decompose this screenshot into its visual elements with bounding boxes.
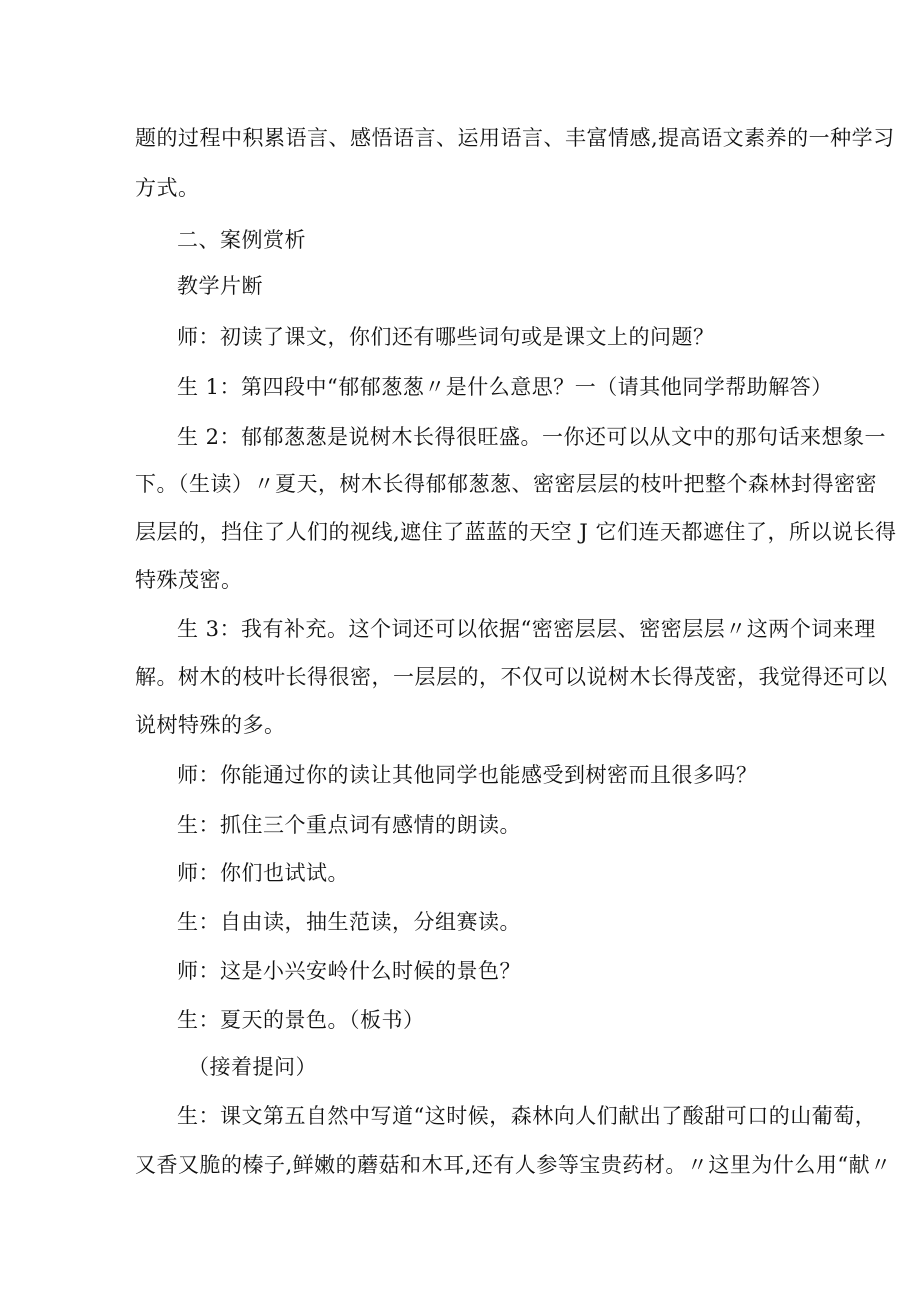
dialogue-line: 生：课文第五自然中写道“这时候，森林向人们献出了酸甜可口的山葡萄，	[177, 1104, 877, 1128]
dialogue-line: 生 3：我有补充。这个词还可以依据“密密层层、密密层层〃这两个词来理	[177, 617, 876, 641]
dialogue-line: 师：你们也试试。	[177, 861, 349, 885]
paragraph-line: 解。树木的枝叶长得很密，一层层的，不仅可以说树木长得茂密，我觉得还可以	[135, 665, 888, 689]
section-heading: 二、案例赏析	[177, 228, 306, 252]
paragraph-line: 层层的，挡住了人们的视线,遮住了蓝蓝的天空 J 它们连天都遮住了，所以说长得	[135, 520, 897, 544]
stage-direction: （接着提问）	[188, 1055, 317, 1079]
paragraph-line: 方式。	[135, 176, 200, 200]
dialogue-line: 生：自由读，抽生范读，分组赛读。	[177, 910, 521, 934]
dialogue-line: 生 1：第四段中“郁郁葱葱〃是什么意思？一（请其他同学帮助解答）	[177, 375, 833, 399]
dialogue-line: 生 2：郁郁葱葱是说树木长得很旺盛。一你还可以从文中的那句话来想象一	[177, 425, 887, 449]
dialogue-line: 师：初读了课文，你们还有哪些词句或是课文上的问题？	[177, 325, 715, 349]
dialogue-line: 生：抓住三个重点词有感情的朗读。	[177, 813, 521, 837]
paragraph-line: 特殊茂密。	[135, 568, 243, 592]
subsection-heading: 教学片断	[177, 274, 263, 298]
paragraph-line: 题的过程中积累语言、感悟语言、运用语言、丰富情感,提高语文素养的一种学习	[135, 126, 895, 150]
dialogue-line: 师：你能通过你的读让其他同学也能感受到树密而且很多吗？	[177, 763, 758, 787]
dialogue-line: 师：这是小兴安岭什么时候的景色？	[177, 959, 521, 983]
paragraph-line: 说树特殊的多。	[135, 713, 286, 737]
paragraph-line: 下。（生读）〃夏天，树木长得郁郁葱葱、密密层层的枝叶把整个森林封得密密	[135, 472, 877, 496]
paragraph-line: 又香又脆的榛子,鲜嫩的蘑菇和木耳,还有人参等宝贵药材。〃这里为什么用“献〃	[135, 1153, 892, 1177]
dialogue-line: 生：夏天的景色。（板书）	[177, 1008, 425, 1032]
